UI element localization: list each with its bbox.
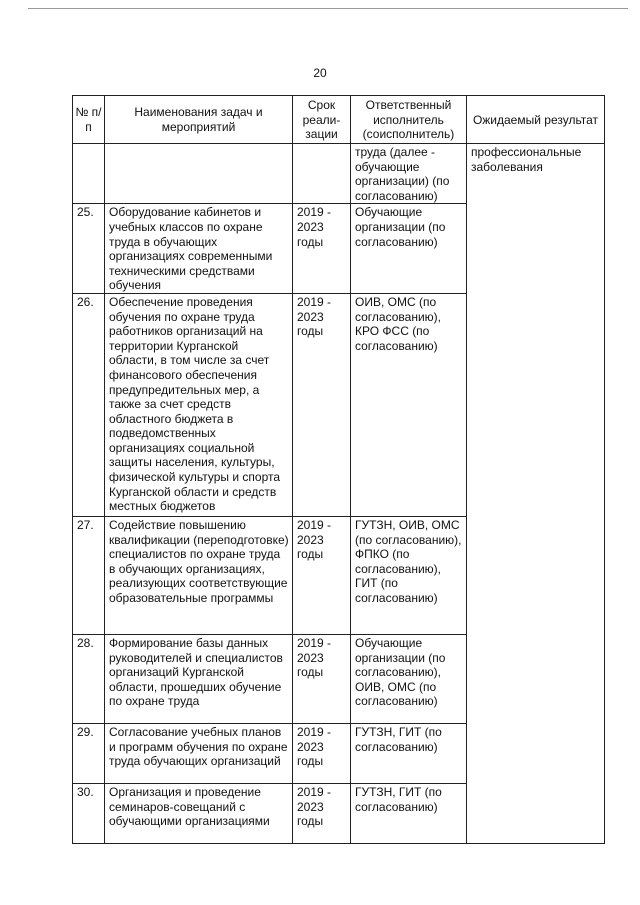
row-num: 26. bbox=[73, 293, 105, 516]
row-num: 25. bbox=[73, 204, 105, 294]
row-executor: Обучающие организации (по согласованию) bbox=[351, 204, 467, 294]
row-deadline: 2019 - 2023 годы bbox=[293, 293, 351, 516]
header-task: Наименования задач и мероприятий bbox=[105, 96, 293, 144]
row-executor: ГУТЗН, ГИТ (по согласованию) bbox=[351, 783, 467, 843]
header-result: Ожидаемый результат bbox=[467, 96, 605, 144]
continuation-row bbox=[73, 144, 605, 204]
top-rule bbox=[28, 8, 628, 9]
row-deadline: 2019 - 2023 годы bbox=[293, 516, 351, 634]
page-number: 20 bbox=[313, 66, 327, 80]
row-executor: ГУТЗН, ГИТ (по согласованию) bbox=[351, 723, 467, 783]
row-executor: ГУТЗН, ОИВ, ОМС (по согласованию), ФПКО (по согласованию), ГИТ (по согласованию) bbox=[351, 516, 467, 634]
cont-task bbox=[105, 144, 293, 204]
row-task: Согласование учебных планов и программ обучения по охране труда обучающих организаций bbox=[105, 723, 293, 783]
row-deadline: 2019 - 2023 годы bbox=[293, 634, 351, 723]
cont-executor: труда (далее - обучающие организации) (по согласованию) bbox=[351, 144, 467, 204]
row-task: Формирование базы данных руководителей и специалистов организаций Курганской области, прошедших обучение по охране труда bbox=[105, 634, 293, 723]
header-executor: Ответственный исполнитель (соисполнитель) bbox=[351, 96, 467, 144]
row-deadline: 2019 - 2023 годы bbox=[293, 723, 351, 783]
table-header-row bbox=[73, 96, 605, 144]
row-task: Обеспечение проведения обучения по охране труда работников организаций на территории Курганской области, в том числе за счет финансового обеспечения предупредительных мер, а также за счет средств областного бюджета в подведомственных организациях социальной защиты населения, культуры, физической культуры и спорта Курганской области и средств местных бюджетов bbox=[105, 293, 293, 516]
header-num: № п/п bbox=[73, 96, 105, 144]
row-executor: Обучающие организации (по согласованию), ОИВ, ОМС (по согласованию) bbox=[351, 634, 467, 723]
row-deadline: 2019 - 2023 годы bbox=[293, 204, 351, 294]
cont-num bbox=[73, 144, 105, 204]
row-task: Содействие повышению квалификации (переподготовке) специалистов по охране труда в обучающих организациях, реализующих соответствующие образовательные программы bbox=[105, 516, 293, 634]
header-deadline: Срок реали-зации bbox=[293, 96, 351, 144]
row-num: 30. bbox=[73, 783, 105, 843]
row-task: Оборудование кабинетов и учебных классов по охране труда в обучающих организациях современными техническими средствами обучения bbox=[105, 204, 293, 294]
row-num: 29. bbox=[73, 723, 105, 783]
row-deadline: 2019 - 2023 годы bbox=[293, 783, 351, 843]
cont-deadline bbox=[293, 144, 351, 204]
row-num: 27. bbox=[73, 516, 105, 634]
expected-result: профессиональные заболевания bbox=[467, 144, 605, 844]
row-task: Организация и проведение семинаров-совещаний с обучающими организациями bbox=[105, 783, 293, 843]
row-num: 28. bbox=[73, 634, 105, 723]
row-executor: ОИВ, ОМС (по согласованию), КРО ФСС (по согласованию) bbox=[351, 293, 467, 516]
measures-table bbox=[72, 95, 605, 844]
